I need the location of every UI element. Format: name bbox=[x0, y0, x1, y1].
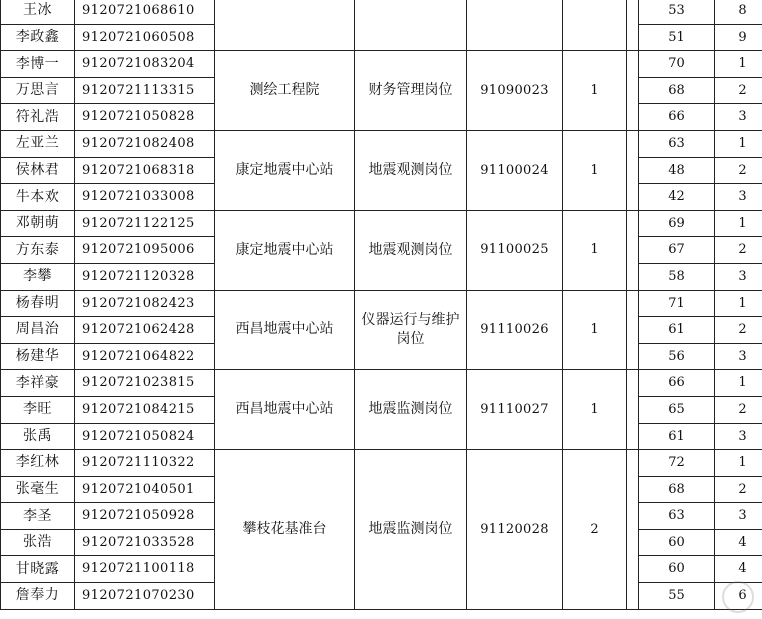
exam-number-cell: 9120721062428 bbox=[75, 317, 215, 344]
rank-cell: 2 bbox=[715, 77, 762, 104]
exam-number-cell: 9120721122125 bbox=[75, 210, 215, 237]
rank-cell: 1 bbox=[715, 130, 762, 157]
job-position-cell: 地震监测岗位 bbox=[355, 370, 467, 450]
position-code-cell: 91120028 bbox=[467, 450, 563, 610]
score-cell: 56 bbox=[639, 343, 715, 370]
candidate-name-cell: 邓朝萌 bbox=[1, 210, 75, 237]
rank-cell: 2 bbox=[715, 476, 762, 503]
rank-cell: 4 bbox=[715, 529, 762, 556]
hiring-quota-cell: 1 bbox=[563, 210, 627, 290]
table-row bbox=[1, 370, 762, 397]
score-cell: 63 bbox=[639, 130, 715, 157]
score-cell: 61 bbox=[639, 317, 715, 344]
employer-unit-cell: 康定地震中心站 bbox=[215, 130, 355, 210]
candidate-name-cell: 周昌治 bbox=[1, 317, 75, 344]
spacer-cell bbox=[627, 210, 639, 290]
job-position-cell: 财务管理岗位 bbox=[355, 51, 467, 131]
rank-cell: 3 bbox=[715, 104, 762, 131]
rank-cell: 1 bbox=[715, 290, 762, 317]
candidate-name-cell: 符礼浩 bbox=[1, 104, 75, 131]
exam-number-cell: 9120721083204 bbox=[75, 51, 215, 78]
results-table-body bbox=[1, 0, 762, 609]
position-code-cell: 91110027 bbox=[467, 370, 563, 450]
hiring-quota-cell: 1 bbox=[563, 290, 627, 370]
exam-number-cell: 9120721023815 bbox=[75, 370, 215, 397]
rank-cell: 2 bbox=[715, 396, 762, 423]
table-row bbox=[1, 51, 762, 78]
candidate-name-cell: 李圣 bbox=[1, 503, 75, 530]
job-position-cell: 地震观测岗位 bbox=[355, 130, 467, 210]
candidate-name-cell: 杨春明 bbox=[1, 290, 75, 317]
exam-number-cell: 9120721120328 bbox=[75, 263, 215, 290]
exam-number-cell: 9120721050828 bbox=[75, 104, 215, 131]
exam-number-cell: 9120721050824 bbox=[75, 423, 215, 450]
hiring-quota-cell: 1 bbox=[563, 370, 627, 450]
exam-number-cell: 9120721082423 bbox=[75, 290, 215, 317]
rank-cell: 1 bbox=[715, 370, 762, 397]
exam-number-cell: 9120721040501 bbox=[75, 476, 215, 503]
score-cell: 67 bbox=[639, 237, 715, 264]
table-row bbox=[1, 290, 762, 317]
candidate-name-cell: 张禹 bbox=[1, 423, 75, 450]
rank-cell: 2 bbox=[715, 317, 762, 344]
score-cell: 66 bbox=[639, 104, 715, 131]
employer-unit-cell bbox=[215, 0, 355, 51]
table-row bbox=[1, 450, 762, 477]
rank-cell: 2 bbox=[715, 237, 762, 264]
score-cell: 53 bbox=[639, 0, 715, 24]
score-cell: 70 bbox=[639, 51, 715, 78]
candidate-name-cell: 詹奉力 bbox=[1, 583, 75, 610]
exam-number-cell: 9120721060508 bbox=[75, 24, 215, 51]
hiring-quota-cell: 2 bbox=[563, 450, 627, 610]
rank-cell: 3 bbox=[715, 343, 762, 370]
score-cell: 61 bbox=[639, 423, 715, 450]
rank-cell: 3 bbox=[715, 184, 762, 211]
position-code-cell: 91090023 bbox=[467, 51, 563, 131]
job-position-cell: 仪器运行与维护岗位 bbox=[355, 290, 467, 370]
exam-number-cell: 9120721095006 bbox=[75, 237, 215, 264]
employer-unit-cell: 攀枝花基准台 bbox=[215, 450, 355, 610]
rank-cell: 8 bbox=[715, 0, 762, 24]
exam-number-cell: 9120721082408 bbox=[75, 130, 215, 157]
position-code-cell: 91110026 bbox=[467, 290, 563, 370]
score-cell: 65 bbox=[639, 396, 715, 423]
candidate-name-cell: 李攀 bbox=[1, 263, 75, 290]
employer-unit-cell: 西昌地震中心站 bbox=[215, 290, 355, 370]
exam-number-cell: 9120721033008 bbox=[75, 184, 215, 211]
rank-cell: 3 bbox=[715, 503, 762, 530]
watermark-icon bbox=[722, 581, 754, 613]
rank-cell: 2 bbox=[715, 157, 762, 184]
table-row bbox=[1, 0, 762, 24]
hiring-quota-cell: 1 bbox=[563, 130, 627, 210]
table-row bbox=[1, 130, 762, 157]
rank-cell: 3 bbox=[715, 263, 762, 290]
candidate-name-cell: 王冰 bbox=[1, 0, 75, 24]
exam-number-cell: 9120721100118 bbox=[75, 556, 215, 583]
position-code-cell: 91100024 bbox=[467, 130, 563, 210]
employer-unit-cell: 康定地震中心站 bbox=[215, 210, 355, 290]
score-cell: 48 bbox=[639, 157, 715, 184]
score-cell: 69 bbox=[639, 210, 715, 237]
spacer-cell bbox=[627, 290, 639, 370]
candidate-name-cell: 甘晓露 bbox=[1, 556, 75, 583]
position-code-cell bbox=[467, 0, 563, 51]
candidate-name-cell: 李祥豪 bbox=[1, 370, 75, 397]
rank-cell: 6 bbox=[715, 583, 762, 610]
rank-cell: 1 bbox=[715, 51, 762, 78]
score-cell: 55 bbox=[639, 583, 715, 610]
score-cell: 71 bbox=[639, 290, 715, 317]
rank-cell: 3 bbox=[715, 423, 762, 450]
rank-cell: 1 bbox=[715, 450, 762, 477]
score-cell: 58 bbox=[639, 263, 715, 290]
candidate-name-cell: 李旺 bbox=[1, 396, 75, 423]
exam-number-cell: 9120721050928 bbox=[75, 503, 215, 530]
exam-number-cell: 9120721084215 bbox=[75, 396, 215, 423]
exam-number-cell: 9120721113315 bbox=[75, 77, 215, 104]
score-cell: 60 bbox=[639, 529, 715, 556]
spacer-cell bbox=[627, 51, 639, 131]
score-cell: 72 bbox=[639, 450, 715, 477]
candidate-name-cell: 左亚兰 bbox=[1, 130, 75, 157]
candidate-name-cell: 牛本欢 bbox=[1, 184, 75, 211]
spacer-cell bbox=[627, 0, 639, 51]
exam-number-cell: 9120721064822 bbox=[75, 343, 215, 370]
score-cell: 68 bbox=[639, 476, 715, 503]
table-row bbox=[1, 210, 762, 237]
spacer-cell bbox=[627, 370, 639, 450]
score-cell: 60 bbox=[639, 556, 715, 583]
position-code-cell: 91100025 bbox=[467, 210, 563, 290]
candidate-name-cell: 李博一 bbox=[1, 51, 75, 78]
score-cell: 42 bbox=[639, 184, 715, 211]
employer-unit-cell: 西昌地震中心站 bbox=[215, 370, 355, 450]
candidate-name-cell: 李政鑫 bbox=[1, 24, 75, 51]
rank-cell: 4 bbox=[715, 556, 762, 583]
score-cell: 66 bbox=[639, 370, 715, 397]
candidate-name-cell: 万思言 bbox=[1, 77, 75, 104]
candidate-name-cell: 李红林 bbox=[1, 450, 75, 477]
hiring-quota-cell bbox=[563, 0, 627, 51]
rank-cell: 1 bbox=[715, 210, 762, 237]
spacer-cell bbox=[627, 450, 639, 610]
exam-number-cell: 9120721068318 bbox=[75, 157, 215, 184]
job-position-cell: 地震监测岗位 bbox=[355, 450, 467, 610]
job-position-cell bbox=[355, 0, 467, 51]
job-position-cell: 地震观测岗位 bbox=[355, 210, 467, 290]
candidate-name-cell: 侯林君 bbox=[1, 157, 75, 184]
score-cell: 68 bbox=[639, 77, 715, 104]
spacer-cell bbox=[627, 130, 639, 210]
candidate-name-cell: 张毫生 bbox=[1, 476, 75, 503]
exam-number-cell: 9120721068610 bbox=[75, 0, 215, 24]
rank-cell: 9 bbox=[715, 24, 762, 51]
candidate-name-cell: 方东泰 bbox=[1, 237, 75, 264]
candidate-name-cell: 张浩 bbox=[1, 529, 75, 556]
exam-number-cell: 9120721110322 bbox=[75, 450, 215, 477]
exam-number-cell: 9120721070230 bbox=[75, 583, 215, 610]
score-cell: 51 bbox=[639, 24, 715, 51]
candidate-name-cell: 杨建华 bbox=[1, 343, 75, 370]
exam-number-cell: 9120721033528 bbox=[75, 529, 215, 556]
score-cell: 63 bbox=[639, 503, 715, 530]
employer-unit-cell: 测绘工程院 bbox=[215, 51, 355, 131]
hiring-quota-cell: 1 bbox=[563, 51, 627, 131]
